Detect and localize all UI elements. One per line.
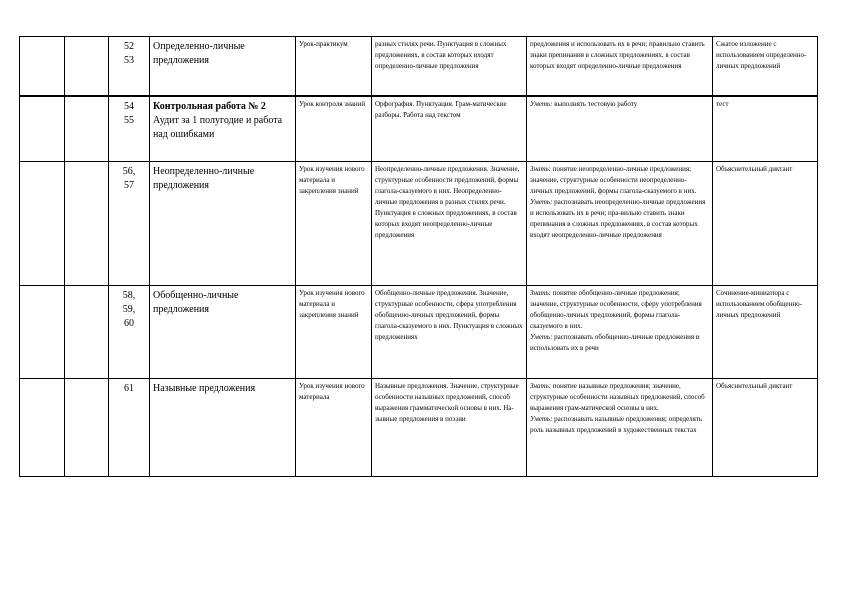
table-row (20, 96, 818, 162)
table-row (20, 379, 818, 477)
lesson-topic: Назывные предложения (150, 379, 296, 477)
lesson-topic-title: Контрольная работа № 2 (153, 100, 266, 112)
lesson-number: 54 55 (109, 96, 150, 162)
empty-cell (65, 96, 109, 162)
empty-cell (65, 162, 109, 286)
lesson-topic: Неопределенно-личные предложения (150, 162, 296, 286)
lesson-number: 52 53 (109, 37, 150, 96)
lesson-content: Орфография. Пунктуация. Грам-матические разборы. Работа над текстом (372, 96, 527, 162)
lesson-topic: Определенно-личные предложения (150, 37, 296, 96)
lesson-content: Обобщенно-личные предложения. Значение, структурные особенности, сфера употребления обобщенно-личных предложений, формы глагола-сказуемого в них. Пунктуация в сложных предложениях (372, 286, 527, 379)
lesson-type: Урок-практикум (296, 37, 372, 96)
lesson-requirements: Знать: понятие назывные предложения; значение, структурные особенности назывных предложений, способ выражения грам-матической основы в них. Уметь: распознавать назывные предложения; определять роль назывных предложений в художественных текстах (527, 379, 713, 477)
lesson-control: Сочинение-миниатюра с использованием обобщенно-личных предложений (713, 286, 818, 379)
empty-cell (20, 37, 65, 96)
lesson-plan-table (19, 36, 818, 477)
lesson-requirements: Знать: понятие неопределенно-личные предложения; значение, структурные особенности неопределенно-личных предложений, формы глагола-сказуемого в них. Уметь: распознавать неопределенно-личные предложения и использовать их в речи; пра-вильно ставить знаки препинания в сложных предложениях, в состав которых входят неопределенно-личные предложения (527, 162, 713, 286)
lesson-control: Сжатое изложение с использованием определенно-личных предложений (713, 37, 818, 96)
lesson-requirements: предложения и использовать их в речи; правильно ставить знаки препинания в сложных предложениях, в состав которых входят определенно-личные предложения (527, 37, 713, 96)
empty-cell (20, 379, 65, 477)
table-row (20, 286, 818, 379)
lesson-content: разных стилях речи. Пунктуация в сложных предложениях, в состав которых входят определенно-личные предложения (372, 37, 527, 96)
table-row (20, 37, 818, 96)
empty-cell (20, 162, 65, 286)
lesson-control: Объяснительный диктант (713, 162, 818, 286)
lesson-number: 61 (109, 379, 150, 477)
lesson-topic: Контрольная работа № 2 Аудит за 1 полугодие и работа над ошибками (150, 96, 296, 162)
lesson-type: Урок изучения нового материала (296, 379, 372, 477)
lesson-requirements: Знать: понятие обобщенно-личные предложения; значение, структурные особенности, сферу употребления обобщенно-личных предложений, формы глагола-сказуемого в них. Уметь: распознавать обобщенно-личные предложения и использовать их в речи (527, 286, 713, 379)
empty-cell (20, 286, 65, 379)
lesson-content: Назывные предложения. Значение, структурные особенности назывных предложений, способ выражения грамматической основы в них. На-зывные предложения в поэзии (372, 379, 527, 477)
lesson-requirements: Уметь: выполнять тестовую работу (527, 96, 713, 162)
lesson-control: Объяснительный диктант (713, 379, 818, 477)
lesson-type: Урок изучения нового материала и закрепления знаний (296, 162, 372, 286)
lesson-control: тест (713, 96, 818, 162)
lesson-number: 56, 57 (109, 162, 150, 286)
empty-cell (65, 379, 109, 477)
lesson-content: Неопределенно-личные предложения. Значение, структурные особенности предложений, формы глагола-сказуемого в них. Неопределенно-личные предложения в разных стилях речи. Пунктуация в сложных предложениях, в состав которых входят неопределенно-личные предложения (372, 162, 527, 286)
empty-cell (65, 37, 109, 96)
empty-cell (20, 96, 65, 162)
table-row (20, 162, 818, 286)
lesson-number: 58, 59, 60 (109, 286, 150, 379)
lesson-type: Урок изучения нового материала и закрепления знаний (296, 286, 372, 379)
lesson-topic: Обобщенно-личные предложения (150, 286, 296, 379)
lesson-type: Урок контроля знаний (296, 96, 372, 162)
empty-cell (65, 286, 109, 379)
